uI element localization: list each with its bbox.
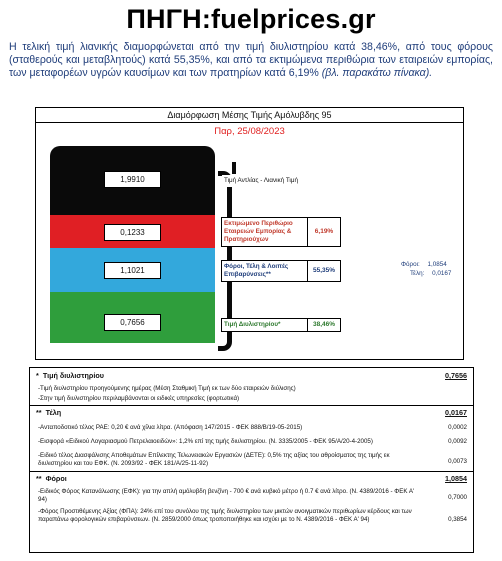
pump-nozzle <box>232 162 236 174</box>
label-retail: Τιμή Αντλίας - Λιανική Τιμή <box>222 175 334 187</box>
pct-taxes: 55,35% <box>308 260 341 282</box>
value-retail: 1,9910 <box>104 171 161 188</box>
source-title: ΠΗΓΗ:fuelprices.gr <box>126 4 376 34</box>
row-taxes-value: 1,0854 <box>445 474 467 483</box>
row-taxes-title: ** Φόροι <box>36 474 67 483</box>
pct-margin: 6,19% <box>308 217 341 247</box>
row-fees-value: 0,0167 <box>445 408 467 417</box>
intro-note: (βλ. παρακάτω πίνακα). <box>321 67 433 80</box>
row-fees-title: ** Τέλη <box>36 408 62 417</box>
side-fees-value: 0,0167 <box>432 270 452 277</box>
intro-paragraph <box>9 41 493 81</box>
side-fees-label: Τέλη: <box>410 270 425 277</box>
value-refinery: 0,7656 <box>104 314 161 331</box>
side-taxes-row <box>401 261 447 268</box>
diagram-date: Παρ, 25/08/2023 <box>214 126 285 137</box>
label-taxes: Φόροι, Τέλη & Λοιπές Επιβαρύνσεις** <box>221 260 308 282</box>
intro-text: Η τελική τιμή λιανικής διαμορφώνεται από την τιμή διυλιστηρίου κατά 38,46%, από τους φόρους (σταθερούς και μεταβλητούς) κατά 55,35%, και από τα εκτιμώμενα περιθώρια των εταιρειών εμπορίας, των μεταφορέων υγρών καυσίμων και των πρατηρίων κατά 6,19% <box>9 41 493 80</box>
row-refinery-title: * Τιμή διυλιστηρίου <box>36 371 104 380</box>
side-taxes-value: 1,0854 <box>427 261 447 268</box>
value-margin: 0,1233 <box>104 224 161 241</box>
label-margin: Εκτιμώμενο Περιθώριο Εταιρειών Εμπορίας & Πρατηριούχων <box>221 217 308 247</box>
row-refinery-value: 0,7656 <box>445 371 467 380</box>
price-diagram <box>35 107 464 360</box>
table-divider <box>30 405 473 406</box>
value-taxes: 1,1021 <box>104 262 161 279</box>
pump-top <box>50 146 215 167</box>
label-refinery: Τιμή Διυλιστηρίου* <box>221 318 308 332</box>
side-fees-row <box>410 270 451 277</box>
breakdown-table: * Τιμή διυλιστηρίου 0,7656 -Τιμή διυλιστηρίου προηγούμενης ημέρας (Μέση Σταθμική Τιμή εκ των δύο εταιρειών διύλισης) -Στην τιμή διυλιστηρίου περιλαμβάνονται οι ειδικές υπηρεσίες (φορτωτικά) ** Τέλη 0,0167 -Ανταποδοτικό τέλος ΡΑΕ: 0,20 € ανά χίλια λίτρα. (Απόφαση 147/2015 - ΦΕΚ 888/Β/19-05-2015) 0,0002 -Εισφορά «Ειδικού Λογαριασμού Πετρελαιοειδών»: 1,2% επί της τιμής διυλιστηρίου. (Ν. 3335/2005 - ΦΕΚ 95/Α/20-4-2005) 0,0092 -Ειδικό τέλος Διασφάλισης Αποθεμάτων Επίλεκτης Τελωνειακών Εργασιών (ΔΕΤΕ): 0,5% της αξίας του αθροίσματος της τιμής εκ διυλιστηρίου και του ΕΦΚ. (Ν. 2093/92 - ΦΕΚ 181/Α/25-11-92) 0,0073 ** Φόροι 1,0854 -Ειδικός Φόρος Κατανάλωσης (ΕΦΚ): για την απλή αμόλυβδη βενζίνη - 700 € ανά κυβικό μέτρο ή 0.7 € ανά λίτρο. (Ν. 4389/2016 - ΦΕΚ Α' 94) 0,7000 -Φόρος Προστιθέμενης Αξίας (ΦΠΑ): 24% επί του συνόλου της τιμής διυλιστηρίου των μικτών ανοιγματικών περιθωρίων κέρδους και των παραπάνω φορολογικών επιβαρύνσεων. (Ν. 2859/2000 όπως τροποποιήθηκε και ισχύει με το Ν. 4389/2016 - ΦΕΚ Α' 94) 0,3854 <box>29 367 474 553</box>
pct-refinery: 38,46% <box>308 318 341 332</box>
side-taxes-label: Φόροι: <box>401 261 420 268</box>
table-divider <box>30 471 473 472</box>
diagram-title: Διαμόρφωση Μέσης Τιμής Αμόλυβδης 95 <box>36 108 463 123</box>
